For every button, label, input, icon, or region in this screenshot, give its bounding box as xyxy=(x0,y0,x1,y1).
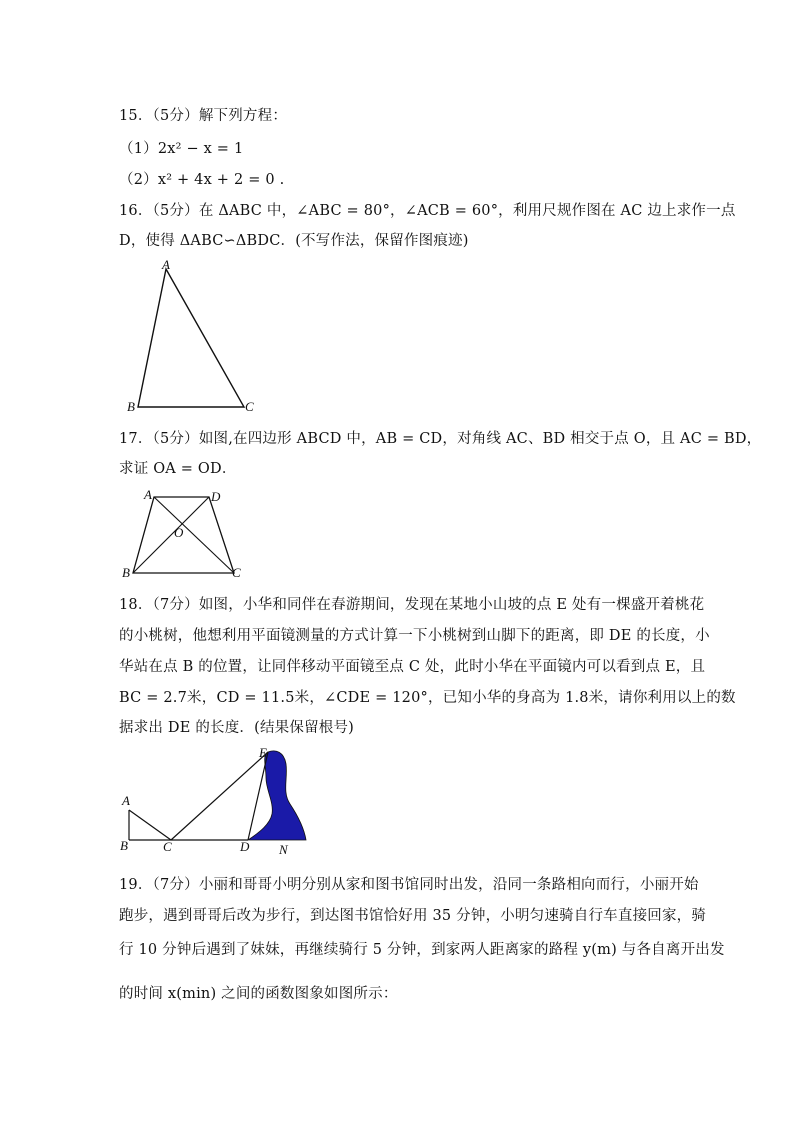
hill-slope xyxy=(248,751,306,840)
q18-text-line-3: 华站在点 B 的位置，让同伴移动平面镜至点 C 处，此时小华在平面镜内可以看到点 E，且 xyxy=(119,659,706,675)
q18-text-line-2: 的小桃树，他想利用平面镜测量的方式计算一下小桃树到山脚下的距离，即 DE 的长度，小 xyxy=(119,628,710,644)
q18-text-line-1: 18．（7分）如图，小华和同伴在春游期间，发现在某地小山坡的点 E 处有一棵盛开着桃花 xyxy=(119,597,705,613)
q17-text-line-2: 求证 OA = OD． xyxy=(119,461,237,477)
quadrilateral-abcd xyxy=(133,497,234,573)
q19-text-line-3: 行 10 分钟后遇到了妹妹，再继续骑行 5 分钟，到家两人距离家的路程 y(m) 与各自离开出发 xyxy=(119,942,725,958)
q17-text-line-1: 17．（5分）如图,在四边形 ABCD 中，AB = CD，对角线 AC、BD 相交于点 O，且 AC = BD， xyxy=(119,431,762,447)
label-d: D xyxy=(211,489,221,504)
label-e: E xyxy=(259,745,267,760)
q18-hill-mirror-figure xyxy=(116,744,316,859)
sight-line-ac xyxy=(129,810,171,840)
q15-equation-1: （1）2x² − x = 1 xyxy=(119,141,244,157)
q18-text-line-5: 据求出 DE 的长度．(结果保留根号) xyxy=(119,720,355,736)
q17-quadrilateral-figure xyxy=(118,485,248,585)
diagonal-bd xyxy=(133,497,209,573)
q15-equation-2: （2）x² + 4x + 2 = 0 . xyxy=(119,172,285,188)
label-a: A xyxy=(162,257,170,272)
label-c: C xyxy=(245,399,254,414)
label-c: C xyxy=(163,839,172,854)
reflection-line-ce xyxy=(171,752,268,840)
q19-text-line-1: 19．（7分）小丽和哥哥小明分别从家和图书馆同时出发，沿同一条路相向而行，小丽开始 xyxy=(119,877,699,893)
label-b: B xyxy=(120,838,128,853)
label-n: N xyxy=(279,842,288,857)
q19-text-line-2: 跑步，遇到哥哥后改为步行，到达图书馆恰好用 35 分钟，小明匀速骑自行车直接回家，骑 xyxy=(119,908,707,924)
label-b: B xyxy=(127,399,135,414)
q16-triangle-figure xyxy=(118,255,278,415)
label-a: A xyxy=(122,793,130,808)
label-a: A xyxy=(144,487,152,502)
q15-heading: 15．（5分）解下列方程： xyxy=(119,108,288,124)
q16-text-line-1: 16．（5分）在 ΔABC 中，∠ABC = 80°，∠ACB = 60°，利用尺规作图在 AC 边上求作一点 xyxy=(119,203,736,219)
q16-text-line-2: D，使得 ΔABC∽ΔBDC．(不写作法，保留作图痕迹) xyxy=(119,233,469,249)
label-o: O xyxy=(174,525,184,540)
triangle-abc xyxy=(138,269,244,407)
label-b: B xyxy=(122,565,130,580)
label-d: D xyxy=(240,839,250,854)
q19-text-line-4: 的时间 x(min) 之间的函数图象如图所示： xyxy=(119,986,398,1002)
label-c: C xyxy=(232,565,241,580)
q18-text-line-4: BC = 2.7米，CD = 11.5米，∠CDE = 120°，已知小华的身高为 1.8米，请你利用以上的数 xyxy=(119,690,736,706)
